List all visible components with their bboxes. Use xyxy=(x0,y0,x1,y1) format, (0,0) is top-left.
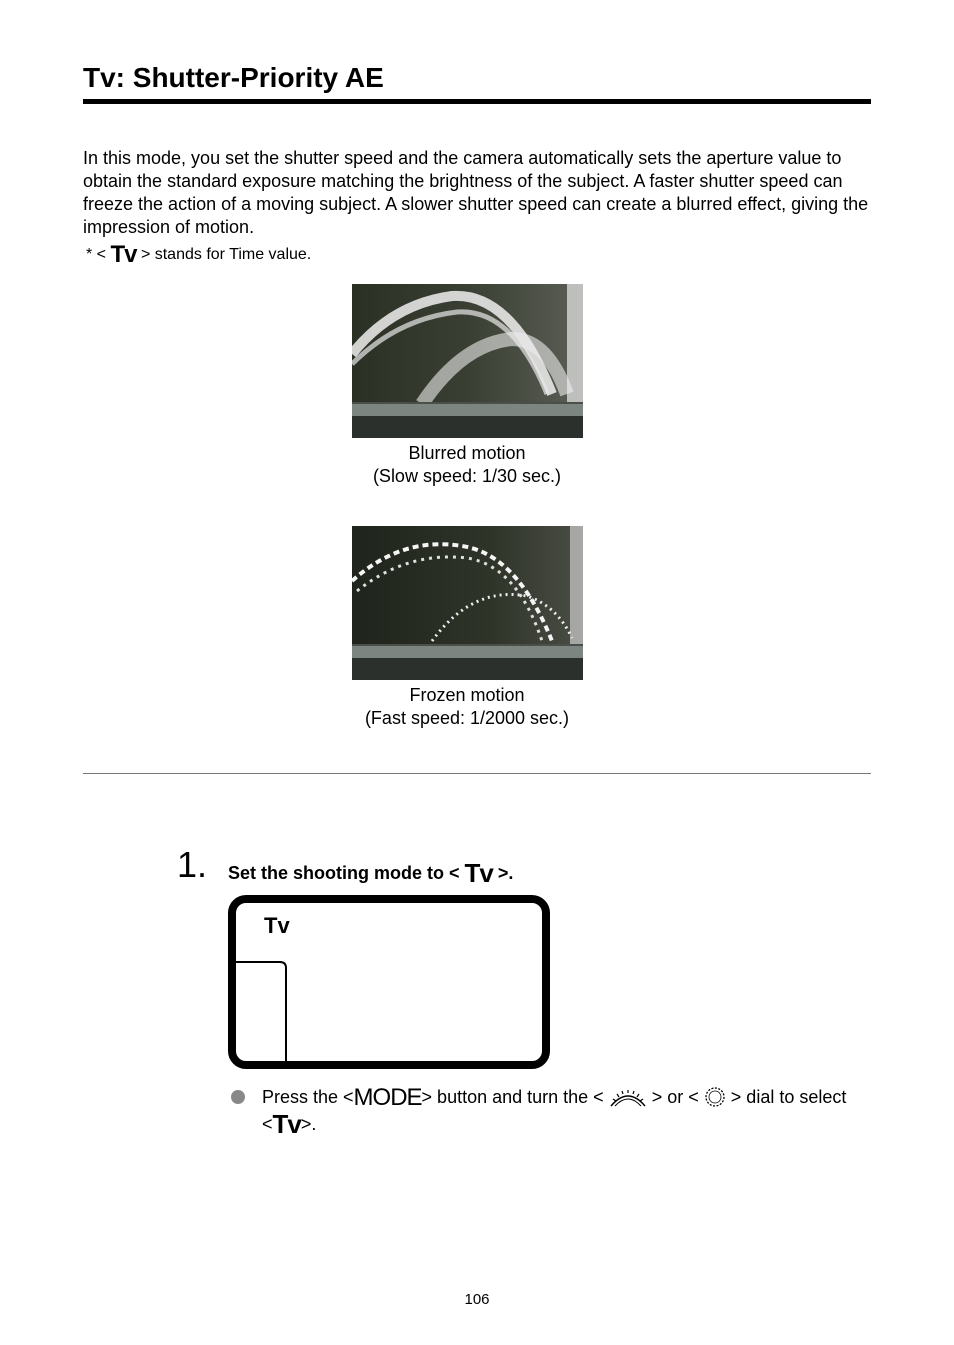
caption-line: Blurred motion xyxy=(408,443,526,463)
caption-line: Frozen motion xyxy=(409,685,525,705)
page-number: 106 xyxy=(464,1291,490,1308)
quick-control-dial-icon xyxy=(704,1086,726,1108)
tv-symbol: Tv xyxy=(272,1109,301,1139)
bullet-part: Press the < xyxy=(262,1087,354,1107)
caption-line: (Fast speed: 1/2000 sec.) xyxy=(364,708,570,728)
camera-screen-illustration xyxy=(228,895,550,1069)
bullet-instruction xyxy=(262,1084,862,1138)
step-instruction xyxy=(228,858,513,889)
step-text-suffix: >. xyxy=(497,863,514,883)
bullet-part: > button and turn the < xyxy=(421,1087,604,1107)
footnote-suffix: > stands for Time value. xyxy=(140,246,312,263)
page-title: Tv: Shutter-Priority AE xyxy=(83,62,384,93)
screen-mode-label: Tv xyxy=(264,913,290,938)
bullet-part: >. xyxy=(300,1114,317,1134)
tv-symbol: Tv xyxy=(110,241,137,268)
step-text-prefix: Set the shooting mode to < xyxy=(228,863,460,883)
bullet-part: > or < xyxy=(651,1087,699,1107)
step-number: 1. xyxy=(177,844,208,885)
section-divider xyxy=(83,773,871,774)
intro-paragraph: In this mode, you set the shutter speed and the camera automatically sets the aperture value to obtain the standard exposure matching the brightness of the subject. A faster shutter speed can freeze the action of a moving subject. A slower shutter speed can create a blurred effect, giving the impression of motion. xyxy=(83,148,869,237)
frozen-motion-photo xyxy=(352,526,583,680)
footnote xyxy=(86,243,311,267)
title-underline xyxy=(83,99,871,104)
figure-caption xyxy=(300,684,634,730)
tv-symbol: Tv xyxy=(464,858,493,888)
bullet-part: > dial to select < xyxy=(262,1087,847,1134)
bullet-icon xyxy=(231,1090,245,1104)
mode-button-label: MODE xyxy=(353,1084,422,1111)
main-dial-icon xyxy=(609,1086,647,1108)
footnote-prefix: * < xyxy=(86,246,107,263)
blurred-motion-photo xyxy=(352,284,583,438)
caption-line: (Slow speed: 1/30 sec.) xyxy=(372,466,562,486)
figure-caption xyxy=(300,442,634,488)
